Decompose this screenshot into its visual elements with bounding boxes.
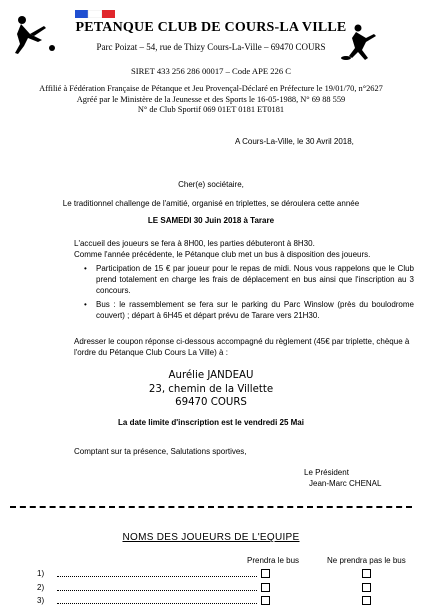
letter-date: A Cours-La-Ville, le 30 Avril 2018,: [235, 137, 354, 146]
player-name-field[interactable]: [57, 583, 257, 591]
coupon-instructions: Adresser le coupon réponse ci-dessous accompagné du règlement (45€ par triplette, chèque à l'ordre du Pétanque Club Cours La Ville) à :: [74, 337, 410, 357]
recipient-street: 23, chemin de la Villette: [148, 383, 274, 395]
signature-title: Le Président: [304, 468, 349, 477]
bullet-item: • Participation de 15 € par joueur pour le repas de midi. Nous vous rappelons que le Club prend totalement en charge les frais de déplacement en bus ainsi que l'inscription au 3 concours.: [84, 264, 414, 296]
player-row: [37, 596, 257, 608]
cut-line: [10, 506, 412, 508]
player-name-field[interactable]: [57, 596, 257, 604]
affiliation-block: [0, 84, 422, 116]
no-bus-checkbox[interactable]: [362, 583, 371, 592]
row-number: 2): [37, 583, 45, 592]
intro-text: Le traditionnel challenge de l'amitié, organisé en triplettes, se déroulera cette année: [62, 199, 360, 208]
recipient-name: Aurélie JANDEAU: [168, 370, 254, 381]
info-bullets: [84, 264, 414, 326]
signature-name: Jean-Marc CHENAL: [309, 478, 382, 488]
bus-checkbox[interactable]: [261, 596, 270, 605]
recipient-address: [0, 369, 422, 410]
no-bus-checkbox[interactable]: [362, 596, 371, 605]
coupon-title: NOMS DES JOUEURS DE L'EQUIPE: [122, 532, 300, 543]
signature: [304, 468, 381, 489]
salutation: Cher(e) sociétaire,: [178, 180, 244, 189]
recipient-city: 69470 COURS: [175, 397, 247, 408]
ffpjp-flag-logo: [75, 10, 115, 18]
closing-text: Comptant sur ta présence, Salutations sportives,: [74, 447, 247, 456]
player-row: [37, 583, 257, 595]
affiliation-line: N° de Club Sportif 069 01ET 0181 ET0181: [137, 105, 285, 114]
bullet-item: • Bus : le rassemblement se fera sur le parking du Parc Winslow (près du boulodrome couvert) ; départ à 6H45 et départ prévu de Tarare vers 21H30.: [84, 300, 414, 322]
club-address: Parc Poizat – 54, rue de Thizy Cours-La-Ville – 69470 COURS: [96, 42, 326, 52]
bus-checkbox[interactable]: [261, 583, 270, 592]
column-header-no-bus: Ne prendra pas le bus: [327, 556, 406, 565]
row-number: 1): [37, 569, 45, 578]
arrival-info: [74, 239, 370, 261]
bus-line: Comme l'année précédente, le Pétanque club met un bus à disposition des joueurs.: [74, 249, 371, 259]
bus-checkbox[interactable]: [261, 569, 270, 578]
affiliation-line: Agréé par le Ministère de la Jeunesse et des Sports le 16-05-1988, N° 69 88 559: [76, 94, 346, 104]
player-name-field[interactable]: [57, 569, 257, 577]
affiliation-line: Affilié à Fédération Française de Pétanque et Jeu Provençal-Déclaré en Préfecture le 19/01/70, n°2627: [39, 84, 383, 93]
deadline: La date limite d'inscription est le vendredi 25 Mai: [118, 418, 304, 427]
row-number: 3): [37, 596, 45, 605]
club-siret: SIRET 433 256 286 00017 – Code APE 226 C: [130, 66, 292, 76]
player-row: [37, 569, 257, 581]
club-name: PETANQUE CLUB DE COURS-LA VILLE: [75, 20, 347, 35]
column-header-bus: Prendra le bus: [247, 556, 300, 565]
arrival-line: L'accueil des joueurs se fera à 8H00, les parties débuteront à 8H30.: [74, 239, 315, 248]
no-bus-checkbox[interactable]: [362, 569, 371, 578]
event-date: LE SAMEDI 30 Juin 2018 à Tarare: [147, 216, 275, 225]
